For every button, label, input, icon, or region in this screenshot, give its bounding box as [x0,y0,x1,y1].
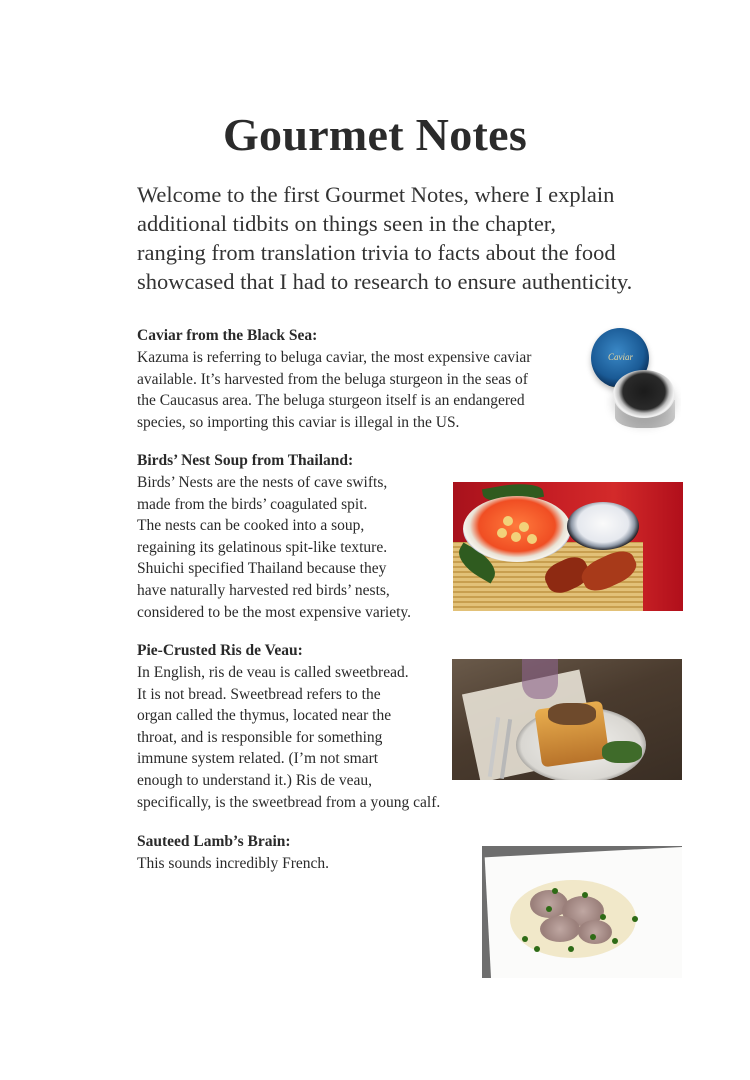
section-line: In English, ris de veau is called sweetbread. [137,664,409,681]
section-line: Kazuma is referring to beluga caviar, the most expensive caviar [137,349,532,366]
section-line: Shuichi specified Thailand because they [137,560,387,578]
section-heading: Pie-Crusted Ris de Veau: [137,642,303,659]
section-line: made from the birds’ coagulated spit. [137,495,368,513]
section-heading: Caviar from the Black Sea: [137,327,318,344]
birds-nest-soup-photo [453,482,683,611]
intro-paragraph [137,180,652,296]
section-line: have naturally harvested red birds’ nests, [137,581,390,599]
section-lamb-brain [137,831,329,875]
section-line: organ called the thymus, located near the [137,707,392,725]
section-body [137,853,329,875]
section-birds-nest [137,450,411,623]
section-line: regaining its gelatinous spit-like texture. [137,538,388,556]
salad-greens [602,741,642,763]
wine-glass [522,659,558,699]
section-line: This sounds incredibly French. [137,855,330,872]
page-title: Gourmet Notes [222,109,528,160]
section-line: specifically, is the sweetbread from a young calf. [137,793,441,811]
sugar-dish [567,502,639,550]
brain-piece [540,916,580,942]
brain-piece [578,920,612,944]
intro-line: ranging from translation trivia to facts about the food [137,240,616,265]
section-body [137,662,440,813]
intro-line: Welcome to the first Gourmet Notes, where I explain [137,182,615,207]
caviar-tin-lid: Caviar [591,328,649,388]
section-heading: Sauteed Lamb’s Brain: [137,833,291,850]
lamb-brain-photo [482,846,682,978]
ris-de-veau-photo [452,659,682,780]
section-caviar [137,325,531,433]
section-heading: Birds’ Nest Soup from Thailand: [137,452,354,469]
soup-bowl [463,496,571,562]
section-line: the Caucasus area. The beluga sturgeon itself is an endangered [137,392,525,410]
section-line: immune system related. (I’m not smart [137,750,379,768]
section-body [137,472,411,623]
caviar-photo [577,322,681,440]
section-line: available. It’s harvested from the beluga sturgeon in the seas of [137,370,528,388]
section-line: species, so importing this caviar is illegal in the US. [137,413,460,431]
caviar-jar [613,370,675,418]
intro-line: showcased that I had to research to ensure authenticity. [137,269,633,294]
section-body [137,347,531,433]
section-line: Birds’ Nests are the nests of cave swifts, [137,474,388,491]
section-line: The nests can be cooked into a soup, [137,517,365,535]
section-line: enough to understand it.) Ris de veau, [137,771,373,789]
pie-filling [548,703,596,725]
section-line: throat, and is responsible for something [137,728,383,746]
section-line: It is not bread. Sweetbread refers to the [137,685,381,703]
section-ris-de-veau [137,640,440,813]
section-line: considered to be the most expensive variety. [137,603,412,621]
intro-line: additional tidbits on things seen in the chapter, [137,211,557,236]
